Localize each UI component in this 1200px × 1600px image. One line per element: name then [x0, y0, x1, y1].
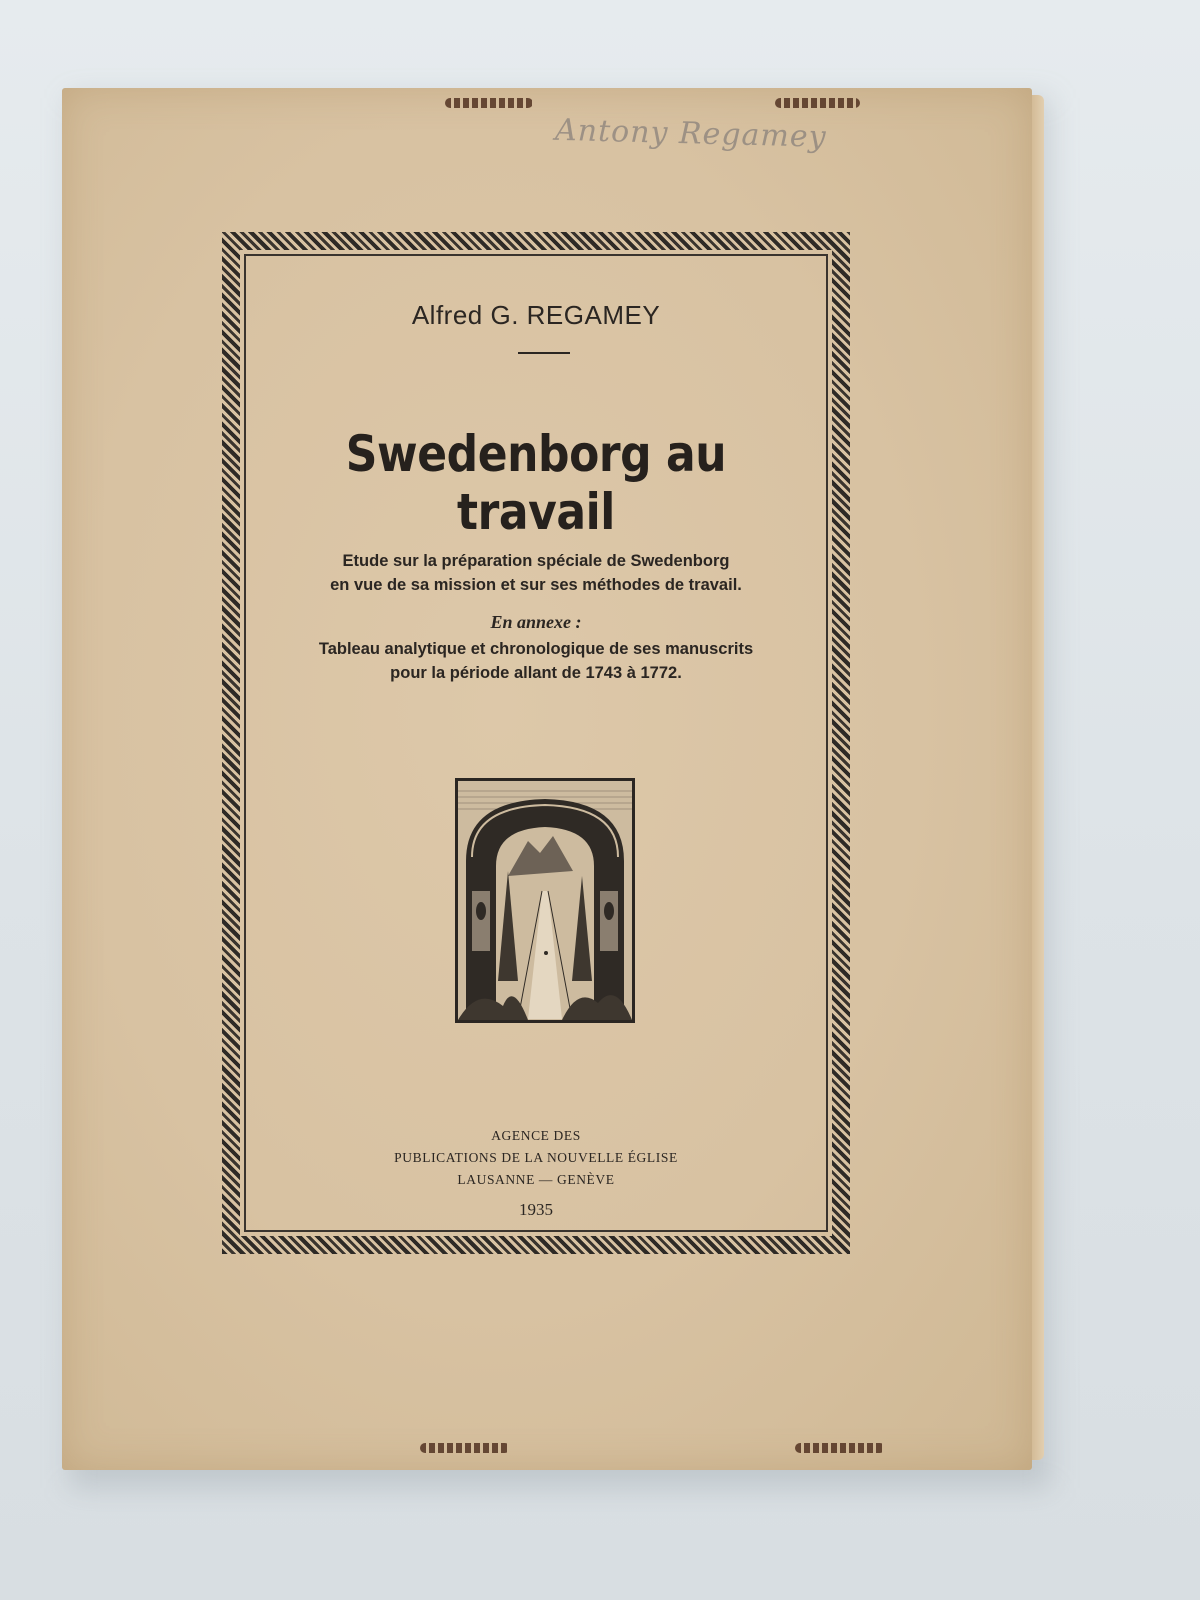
author-name: Alfred G. REGAMEY — [411, 300, 661, 330]
tape-stain-bottom-left — [420, 1443, 510, 1453]
tape-stain-top-left — [445, 98, 533, 108]
annex-line-1: Tableau analytique et chronologique de ses manuscrits — [318, 640, 754, 658]
publisher-line-2: PUBLICATIONS DE LA NOUVELLE ÉGLISE — [394, 1150, 678, 1165]
annex-label: En annexe : — [490, 612, 582, 632]
publication-year: 1935 — [519, 1200, 553, 1219]
book-title: Swedenborg au travail — [345, 425, 727, 541]
inner-border-line — [244, 254, 828, 1232]
archway-illustration — [458, 781, 632, 1020]
subtitle-line-1: Etude sur la préparation spéciale de Swedenborg — [342, 552, 730, 570]
publisher-line-3: LAUSANNE — GENÈVE — [457, 1172, 615, 1187]
title-rule — [518, 352, 570, 354]
annex-line-2: pour la période allant de 1743 à 1772. — [390, 664, 682, 682]
subtitle-line-2: en vue de sa mission et sur ses méthodes de travail. — [330, 576, 742, 594]
archway-engraving — [455, 778, 635, 1023]
handwritten-signature: Antony Regamey — [554, 112, 827, 155]
tape-stain-bottom-right — [795, 1443, 885, 1453]
publisher-line-1: AGENCE DES — [491, 1128, 581, 1143]
tape-stain-top-right — [775, 98, 860, 108]
